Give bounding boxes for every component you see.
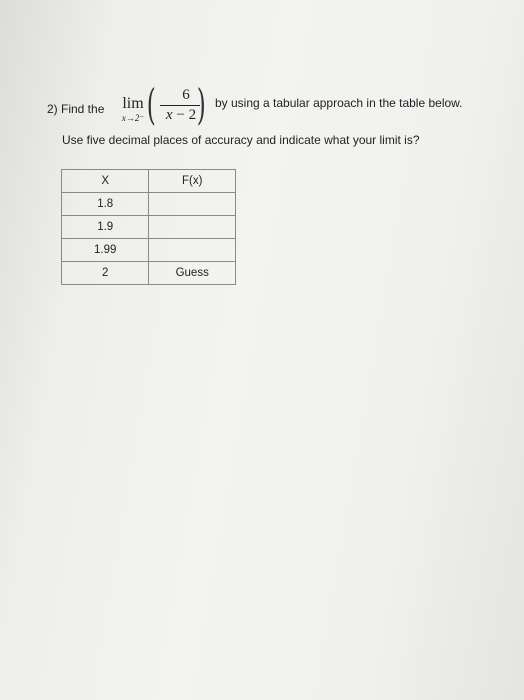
denominator-constant: 2	[188, 107, 197, 123]
denominator-variable: x	[165, 107, 173, 123]
table-header-row	[62, 170, 236, 193]
cell-x: 1.9	[62, 216, 149, 239]
cell-x: 1.8	[62, 193, 149, 216]
table-row	[62, 216, 236, 239]
lim-subscript: x→2⁻	[121, 113, 145, 123]
denominator-minus: −	[176, 107, 185, 123]
limit-fraction	[160, 86, 202, 124]
header-x: X	[62, 170, 149, 193]
fraction-denominator	[160, 106, 202, 124]
lim-word: lim	[122, 95, 144, 112]
instruction-text: Use five decimal places of accuracy and indicate what your limit is?	[62, 133, 420, 147]
header-fx: F(x)	[149, 170, 236, 193]
cell-fx[interactable]: Guess	[149, 262, 236, 285]
limit-operator	[118, 96, 148, 124]
cell-x: 2	[62, 262, 149, 285]
cell-fx[interactable]	[149, 193, 236, 216]
table-row	[62, 262, 236, 285]
cell-fx[interactable]	[149, 239, 236, 262]
table-row	[62, 239, 236, 262]
left-parenthesis: (	[146, 80, 156, 129]
cell-x: 1.99	[62, 239, 149, 262]
fraction-numerator: 6	[182, 87, 190, 103]
right-parenthesis: )	[196, 80, 206, 129]
question-tail-text: by using a tabular approach in the table below.	[215, 96, 463, 110]
question-lead-text: 2) Find the	[47, 102, 105, 116]
limit-table-container	[61, 169, 236, 285]
cell-fx[interactable]	[149, 216, 236, 239]
limit-table	[61, 169, 236, 285]
table-row	[62, 193, 236, 216]
question-line	[47, 82, 507, 132]
